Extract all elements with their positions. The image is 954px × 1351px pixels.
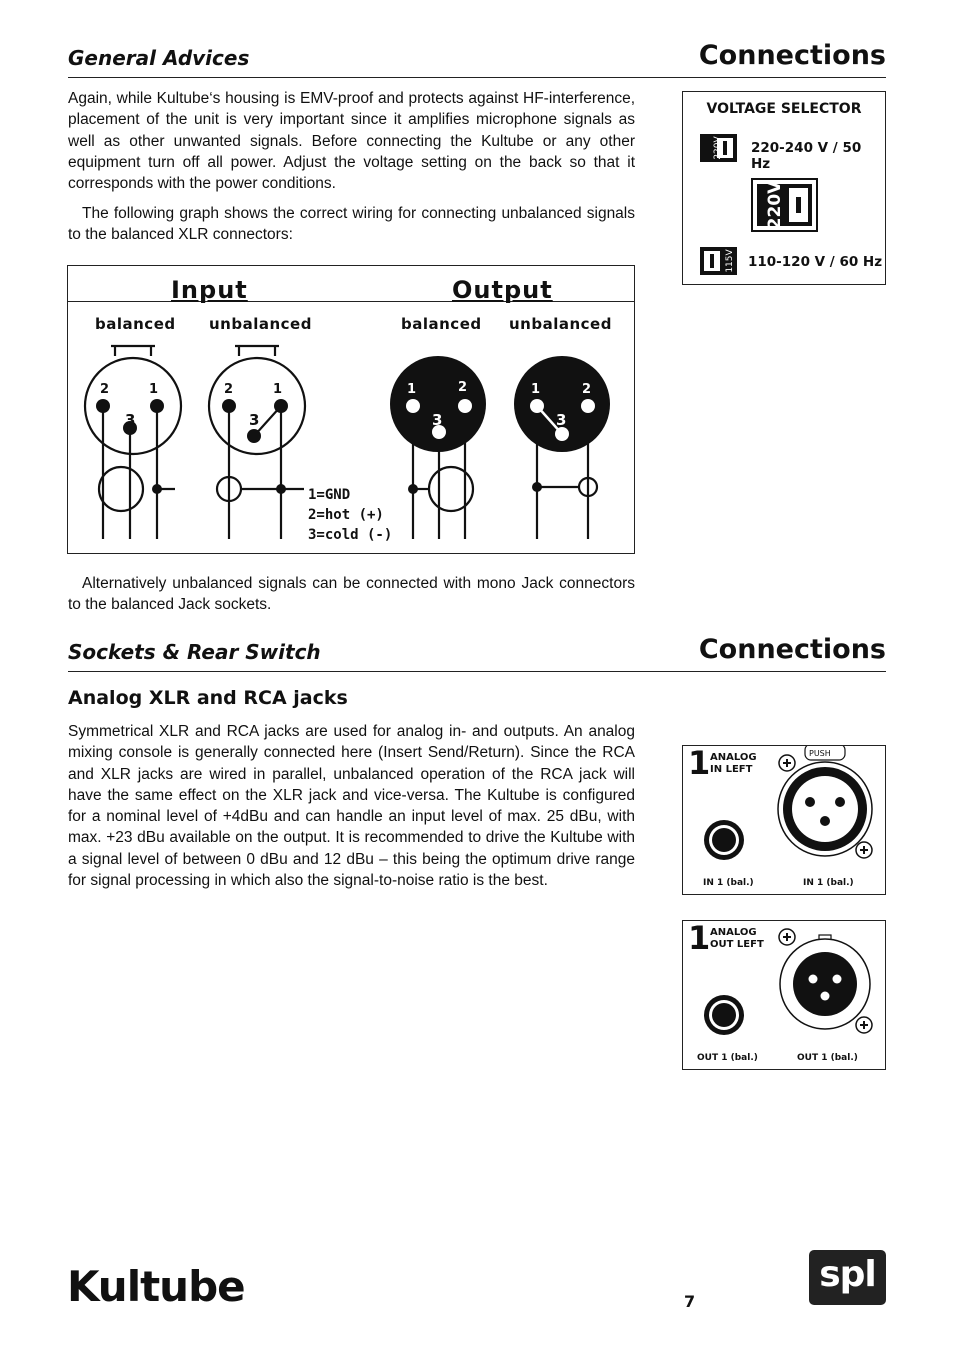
input-balanced-label: balanced <box>95 315 176 333</box>
svg-text:3: 3 <box>125 411 136 429</box>
paragraph-general-advice: Again, while Kultube‘s housing is EMV-proof and protects against HF-interference, placement of the unit is very important since it amplifies microphone signals as well as other unwanted signals. Before connecting the Kultube or any other equipment turn off all power. Adjust the voltage setting on the back so that it corresponds with the power conditions. <box>68 90 635 193</box>
legend-hot: 2=hot (+) <box>308 507 384 523</box>
xlr-male-socket-icon <box>793 952 857 1016</box>
section-heading-connections: Connections <box>698 40 886 71</box>
section-heading-connections-2: Connections <box>698 634 886 665</box>
panel-out-rca-caption: OUT 1 (bal.) <box>697 1053 758 1063</box>
svg-text:3: 3 <box>249 411 260 429</box>
subheading-analog-jacks: Analog XLR and RCA jacks <box>68 687 348 709</box>
page-number: 7 <box>684 1292 696 1311</box>
output-balanced-label: balanced <box>401 315 482 333</box>
kultube-brand-logo: Kultube <box>67 1262 245 1311</box>
legend-gnd: 1=GND <box>308 487 351 503</box>
section-divider-2 <box>68 671 886 672</box>
analog-out-left-panel <box>682 920 886 1070</box>
svg-text:3: 3 <box>556 411 567 429</box>
svg-text:1: 1 <box>149 382 159 397</box>
panel-in-rca-caption: IN 1 (bal.) <box>703 878 754 888</box>
pin-label: 2 <box>100 382 110 397</box>
push-label: PUSH <box>809 749 831 758</box>
switch-220v-small-label: 220V <box>713 136 723 160</box>
voltage-option-220: 220-240 V / 50 Hz <box>751 140 862 172</box>
paragraph-wiring-intro: The following graph shows the correct wiring for connecting unbalanced signals to the balanced XLR connectors: <box>68 205 635 244</box>
legend-cold: 3=cold (-) <box>308 527 393 543</box>
input-unbalanced-label: unbalanced <box>209 315 312 333</box>
output-unbalanced-label: unbalanced <box>509 315 612 333</box>
svg-text:2: 2 <box>458 380 468 395</box>
input-balanced-latch <box>111 346 155 356</box>
panel-out-number: 1 <box>688 919 711 957</box>
panel-out-xlr-caption: OUT 1 (bal.) <box>797 1053 858 1063</box>
voltage-selector-box <box>682 91 886 285</box>
section-title-sockets: Sockets & Rear Switch <box>68 640 321 664</box>
wiring-input-title: Input <box>171 276 248 304</box>
svg-text:2: 2 <box>224 382 234 397</box>
pin-legend <box>308 485 392 545</box>
paragraph-jack-alternative: Alternatively unbalanced signals can be connected with mono Jack connectors to the balanced Jack sockets. <box>68 575 635 614</box>
wiring-diagram-box <box>67 265 635 554</box>
panel-in-xlr-caption: IN 1 (bal.) <box>803 878 854 888</box>
panel-in-graphics <box>683 746 885 894</box>
svg-text:2: 2 <box>582 382 592 397</box>
switch-115v-small-label: 115V <box>725 249 735 273</box>
voltage-option-110: 110-120 V / 60 Hz <box>748 254 883 270</box>
svg-text:3: 3 <box>432 411 443 429</box>
spl-logo: spl <box>809 1250 886 1305</box>
switch-220v-large-label: 220V <box>765 180 785 230</box>
voltage-selector-title: VOLTAGE SELECTOR <box>706 101 862 117</box>
analog-in-left-panel <box>682 745 886 895</box>
section-divider <box>68 77 886 78</box>
svg-text:1: 1 <box>531 382 541 397</box>
svg-text:1: 1 <box>273 382 283 397</box>
paragraph-analog-jacks: Symmetrical XLR and RCA jacks are used for analog in- and outputs. An analog mixing console is generally connected here (Insert Send/Return). Since the RCA and XLR jacks are wired in parallel, unbalanced operation of the RCA jack will have the same effect on the XLR jack and vice-versa. The Kultube is configured for a nominal level of +4dBu and can handle an input level of max. 25 dBu, with max. +23 dBu available on the output. It is recommended to drive the Kultube with a signal level of between 0 dBu and 12 dBu – this being the optimum drive range for signal processing in which also the signal-to-noise ratio is the best. <box>68 723 635 890</box>
section-title-general-advices: General Advices <box>68 46 250 70</box>
panel-in-label: ANALOG IN LEFT <box>710 752 757 775</box>
panel-out-label: ANALOG OUT LEFT <box>710 927 764 950</box>
panel-in-number: 1 <box>688 744 711 782</box>
wiring-output-title: Output <box>452 276 553 304</box>
panel-out-graphics <box>683 921 885 1069</box>
svg-text:1: 1 <box>407 382 417 397</box>
